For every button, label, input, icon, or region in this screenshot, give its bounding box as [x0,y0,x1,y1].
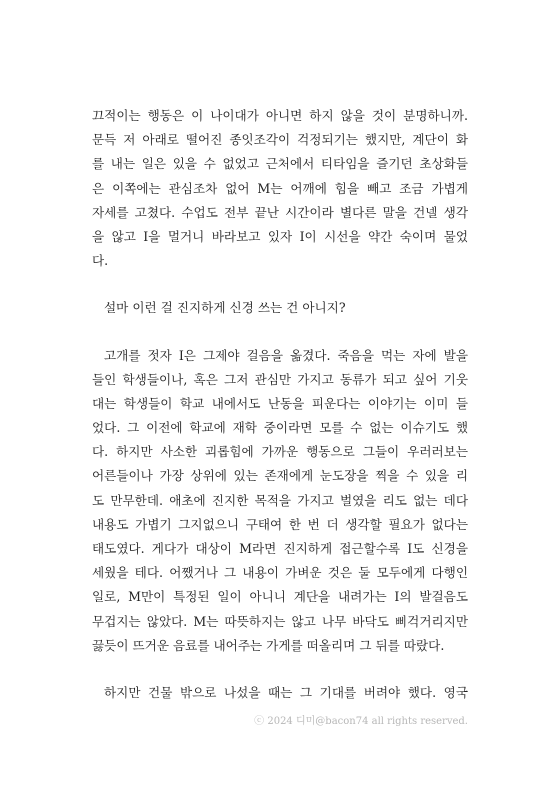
text-line: 를 내는 일은 있을 수 없었고 근처에서 티타임을 즐기던 초상화들 [92,156,468,172]
body-text [92,104,468,705]
text-line: 었다. 그 이전에 학교에 재학 중이라면 모를 수 없는 이슈기도 했 [92,420,468,436]
paragraph-gap [92,273,468,296]
text-line: 내용도 가볍기 그지없으니 구태여 한 번 더 생각할 필요가 없다는 [92,516,468,532]
text-line: 무겁지는 않았다. M는 따뜻하지는 않고 나무 바닥도 삐걱거리지만 [92,613,468,629]
text-line: 태도였다. 게다가 대상이 M라면 진지하게 접근할수록 I도 신경을 [92,541,468,556]
paragraph-4 [92,681,468,705]
text-line: 끄적이는 행동은 이 나이대가 아니면 하지 않을 것이 분명하니까. [92,108,468,123]
text-line: 어른들이나 가장 상위에 있는 존재에게 눈도장을 찍을 수 있을 리 [92,468,468,484]
text-line: 끓듯이 뜨거운 음료를 내어주는 가게를 떠올리며 그 뒤를 따랐다. [92,637,445,653]
text-line: 들인 학생들이나, 혹은 그저 관심만 가지고 동류가 되고 싶어 기웃 [92,371,468,387]
text-line: 자세를 고쳤다. 수업도 전부 끝난 시간이라 별다른 말을 건넬 생각 [92,204,468,220]
text-line: 은 이쪽에는 관심조차 없어 M는 어깨에 힘을 빼고 조금 가볍게 [92,180,468,196]
text-line: 고개를 젓자 I은 그제야 걸음을 옮겼다. 죽음을 먹는 자에 발을 [104,347,468,363]
text-line: 일로, M만이 특정된 일이 아니니 계단을 내려가는 I의 발걸음도 [92,589,468,605]
paragraph-2-dialogue [92,296,468,320]
text-line: 다. [92,253,109,269]
text-line: 설마 이런 걸 진지하게 신경 쓰는 건 아니지? [104,300,346,316]
paragraph-gap [92,658,468,681]
paragraph-1 [92,104,468,273]
paragraph-gap [92,321,468,344]
text-line: 하지만 건물 밖으로 나섰을 때는 그 기대를 버려야 했다. 영국 [104,684,468,700]
text-line: 세웠을 테다. 어쨌거나 그 내용이 가벼운 것은 둘 모두에게 다행인 [92,565,468,581]
text-line: 문득 저 아래로 떨어진 종잇조각이 걱정되기는 했지만, 계단이 화 [92,132,468,148]
copyright-notice: ⓒ 2024 디미@bacon74 all rights reserved. [254,716,468,727]
text-line: 대는 학생들이 학교 내에서도 난동을 피운다는 이야기는 이미 들 [92,395,468,411]
text-line: 다. 하지만 사소한 괴롭힘에 가까운 행동으로 그들이 우러러보는 [92,444,468,460]
paragraph-3 [92,344,468,658]
text-line: 도 만무한데. 애초에 진지한 목적을 가지고 벌였을 리도 없는 데다 [92,492,468,508]
text-line: 을 않고 I을 멀거니 바라보고 있자 I이 시선을 약간 숙이며 물었 [92,228,468,244]
